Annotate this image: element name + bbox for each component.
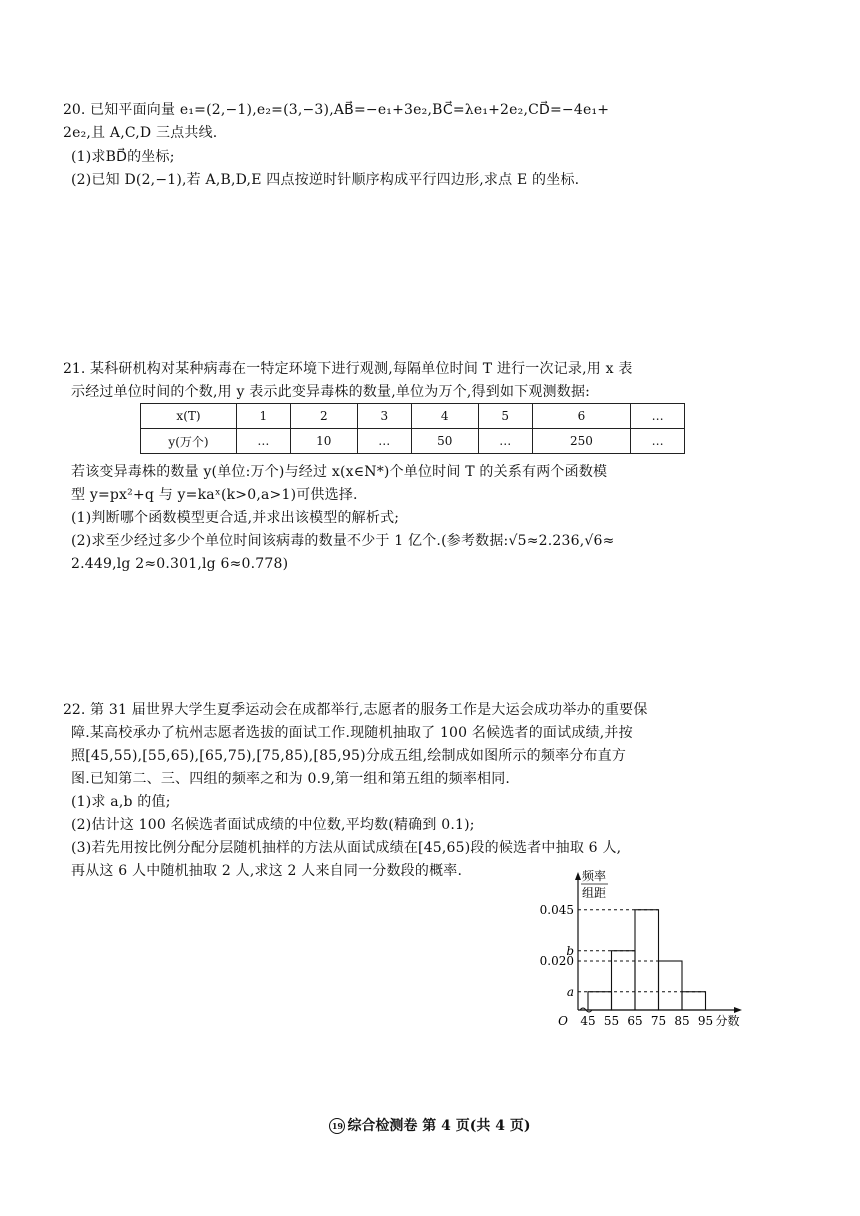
question-22-line-2: 障.某高校承办了杭州志愿者选拔的面试工作.现随机抽取了 100 名候选者的面试成绩,并按 xyxy=(71,725,633,741)
page-footer xyxy=(0,1115,860,1135)
question-20-part-2: (2)已知 D(2,−1),若 A,B,D,E 四点按逆时针顺序构成平行四边形,求点 E 的坐标. xyxy=(71,172,580,188)
question-21-part-1: (1)判断哪个函数模型更合适,并求出该模型的解析式; xyxy=(71,510,400,526)
table-cell: 10 xyxy=(290,429,357,454)
y-tick-label: b xyxy=(566,943,574,958)
y-tick-label: 0.045 xyxy=(539,902,574,917)
question-20-line-1: 已知平面向量 e₁=(2,−1),e₂=(3,−3),AB⃗=−e₁+3e₂,BC⃗=λe₁+2e₂,CD⃗=−4e₁+ xyxy=(90,102,610,118)
question-21-part-2a: (2)求至少经过多少个单位时间该病毒的数量不少于 1 亿个.(参考数据:√5≈2.236,√6≈ xyxy=(71,533,615,549)
question-22-line-4: 图.已知第二、三、四组的频率之和为 0.9,第一组和第五组的频率相同. xyxy=(71,771,511,787)
observation-table xyxy=(140,403,685,454)
y-axis-label-top: 频率 xyxy=(582,869,607,883)
question-21-part-2b: 2.449,lg 2≈0.301,lg 6≈0.778) xyxy=(71,556,289,572)
y-axis-label-bottom: 组距 xyxy=(582,886,607,900)
histogram-bar xyxy=(659,961,683,1010)
question-21-line-4: 型 y=px²+q 与 y=kaˣ(k>0,a>1)可供选择. xyxy=(71,487,358,503)
question-21-number: 21. xyxy=(63,361,86,377)
histogram-bar xyxy=(612,951,636,1010)
frequency-histogram xyxy=(520,868,750,1033)
table-cell: 6 xyxy=(532,404,631,429)
question-22-line-1: 第 31 届世界大学生夏季运动会在成都举行,志愿者的服务工作是大运会成功举办的重要保 xyxy=(90,702,648,718)
table-cell: 250 xyxy=(532,429,631,454)
question-20-line-2: 2e₂,且 A,C,D 三点共线. xyxy=(63,125,218,141)
table-cell: y(万个) xyxy=(141,429,237,454)
x-tick-label: 55 xyxy=(603,1014,620,1028)
question-21-line-1: 某科研机构对某种病毒在一特定环境下进行观测,每隔单位时间 T 进行一次记录,用 x 表 xyxy=(90,361,633,377)
question-21-line-3: 若该变异毒株的数量 y(单位:万个)与经过 x(x∈N*)个单位时间 T 的关系有两个函数模 xyxy=(71,464,608,480)
x-tick-label: 65 xyxy=(627,1014,643,1028)
table-cell: 5 xyxy=(478,404,532,429)
table-cell: … xyxy=(631,404,685,429)
table-cell: 4 xyxy=(411,404,478,429)
table-cell: … xyxy=(631,429,685,454)
table-cell: … xyxy=(478,429,532,454)
question-20-part-1: (1)求BD⃗的坐标; xyxy=(71,149,175,165)
y-tick-label: 0.020 xyxy=(539,954,574,968)
question-22-line-3: 照[45,55),[55,65),[65,75),[75,85),[85,95)分成五组,绘制成如图所示的频率分布直方 xyxy=(71,748,627,764)
x-tick-label: 85 xyxy=(674,1014,690,1028)
table-cell: 2 xyxy=(290,404,357,429)
table-cell: … xyxy=(237,429,291,454)
table-row xyxy=(141,404,685,429)
x-tick-label: 75 xyxy=(650,1014,667,1028)
x-axis-label: 分数 xyxy=(715,1014,740,1028)
x-axis-arrow xyxy=(734,1007,742,1013)
question-22-part-2: (2)估计这 100 名候选者面试成绩的中位数,平均数(精确到 0.1); xyxy=(71,817,475,833)
x-tick-label: 95 xyxy=(697,1014,714,1028)
footer-text: 综合检测卷 第 4 页(共 4 页) xyxy=(347,1118,531,1134)
x-tick-label: 45 xyxy=(580,1014,596,1028)
question-22-part-1: (1)求 a,b 的值; xyxy=(71,794,171,810)
histogram-bar xyxy=(682,992,706,1010)
histogram-bar xyxy=(588,992,612,1010)
table-cell: 50 xyxy=(411,429,478,454)
table-cell: 1 xyxy=(237,404,291,429)
question-20-number: 20. xyxy=(63,102,86,118)
y-axis-arrow xyxy=(575,872,581,880)
table-cell: x(T) xyxy=(141,404,237,429)
table-cell: … xyxy=(357,429,411,454)
y-tick-label: a xyxy=(566,984,574,999)
histogram-bar xyxy=(635,910,659,1010)
exam-badge-icon: 19 xyxy=(329,1118,345,1134)
question-21-line-2: 示经过单位时间的个数,用 y 表示此变异毒株的数量,单位为万个,得到如下观测数据: xyxy=(71,384,591,400)
question-22-part-3a: (3)若先用按比例分配分层随机抽样的方法从面试成绩在[45,65)段的候选者中抽取 6 人, xyxy=(71,840,622,856)
table-row xyxy=(141,429,685,454)
question-22-part-3b: 再从这 6 人中随机抽取 2 人,求这 2 人来自同一分数段的概率. xyxy=(71,863,463,879)
origin-label: O xyxy=(558,1014,568,1028)
table-cell: 3 xyxy=(357,404,411,429)
question-22-number: 22. xyxy=(63,702,86,718)
